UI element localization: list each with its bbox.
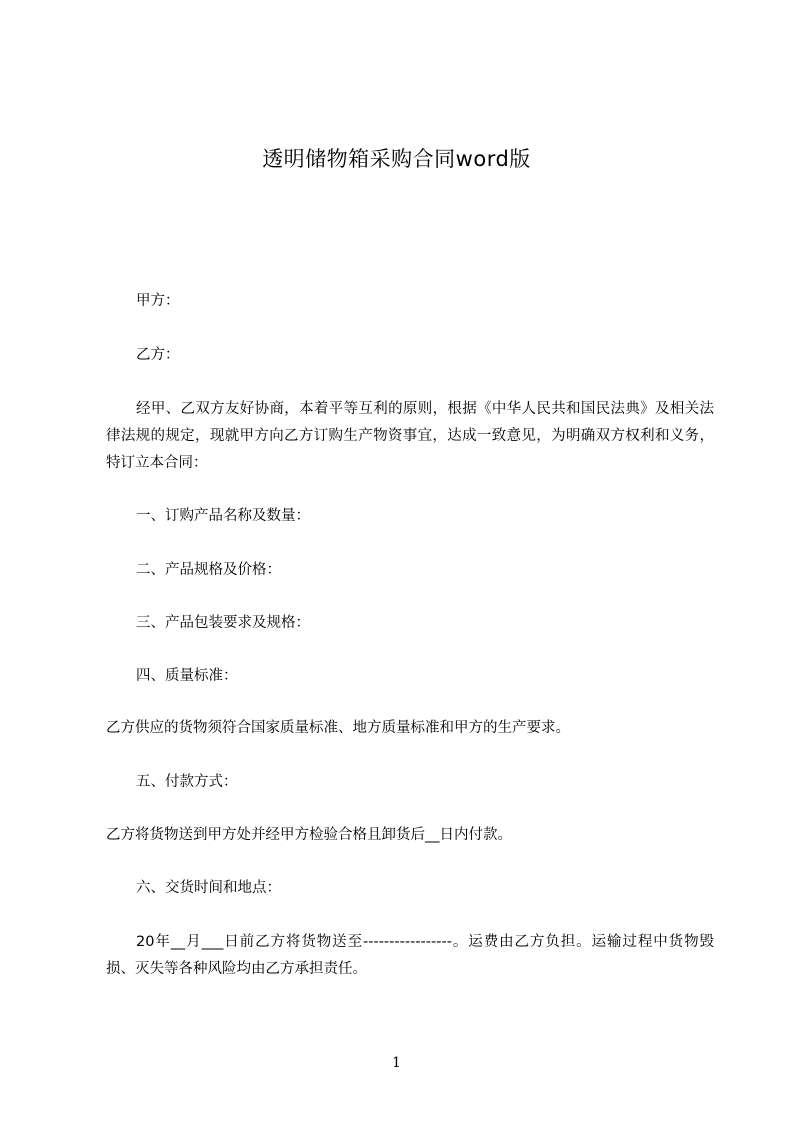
- preamble-paragraph: [106, 396, 714, 477]
- section-3-heading: 三、产品包装要求及规格：: [136, 615, 310, 631]
- party-b-label: 乙方：: [136, 347, 180, 363]
- section-5-heading: 五、付款方式：: [136, 774, 238, 790]
- section-6-heading: 六、交货时间和地点：: [136, 880, 281, 896]
- preamble-text: 经甲、乙双方友好协商，本着平等互利的原则，根据《中华人民共和国民法典》及相关法律法规的规定，现就甲方向乙方订购生产物资事宜，达成一致意见，为明确双方权利和义务，特订立本合同：: [106, 401, 714, 471]
- page-number: 1: [392, 1055, 401, 1071]
- document-title: 透明储物箱采购合同word版: [262, 147, 531, 171]
- section-1-heading: 一、订购产品名称及数量：: [136, 508, 310, 524]
- section-6-paragraph: [106, 929, 714, 983]
- section-4-body: 乙方供应的货物须符合国家质量标准、地方质量标准和甲方的生产要求。: [106, 720, 570, 736]
- section-5-body: 乙方将货物送到甲方处并经甲方检验合格且卸货后__日内付款。: [106, 827, 512, 843]
- section-2-heading: 二、产品规格及价格：: [136, 562, 281, 578]
- section-6-body: 20年__月___日前乙方将货物送至-----------------。运费由乙方负担。运输过程中货物毁损、灭失等各种风险均由乙方承担责任。: [106, 934, 714, 977]
- section-4-heading: 四、质量标准：: [136, 668, 238, 684]
- party-a-label: 甲方：: [136, 293, 180, 309]
